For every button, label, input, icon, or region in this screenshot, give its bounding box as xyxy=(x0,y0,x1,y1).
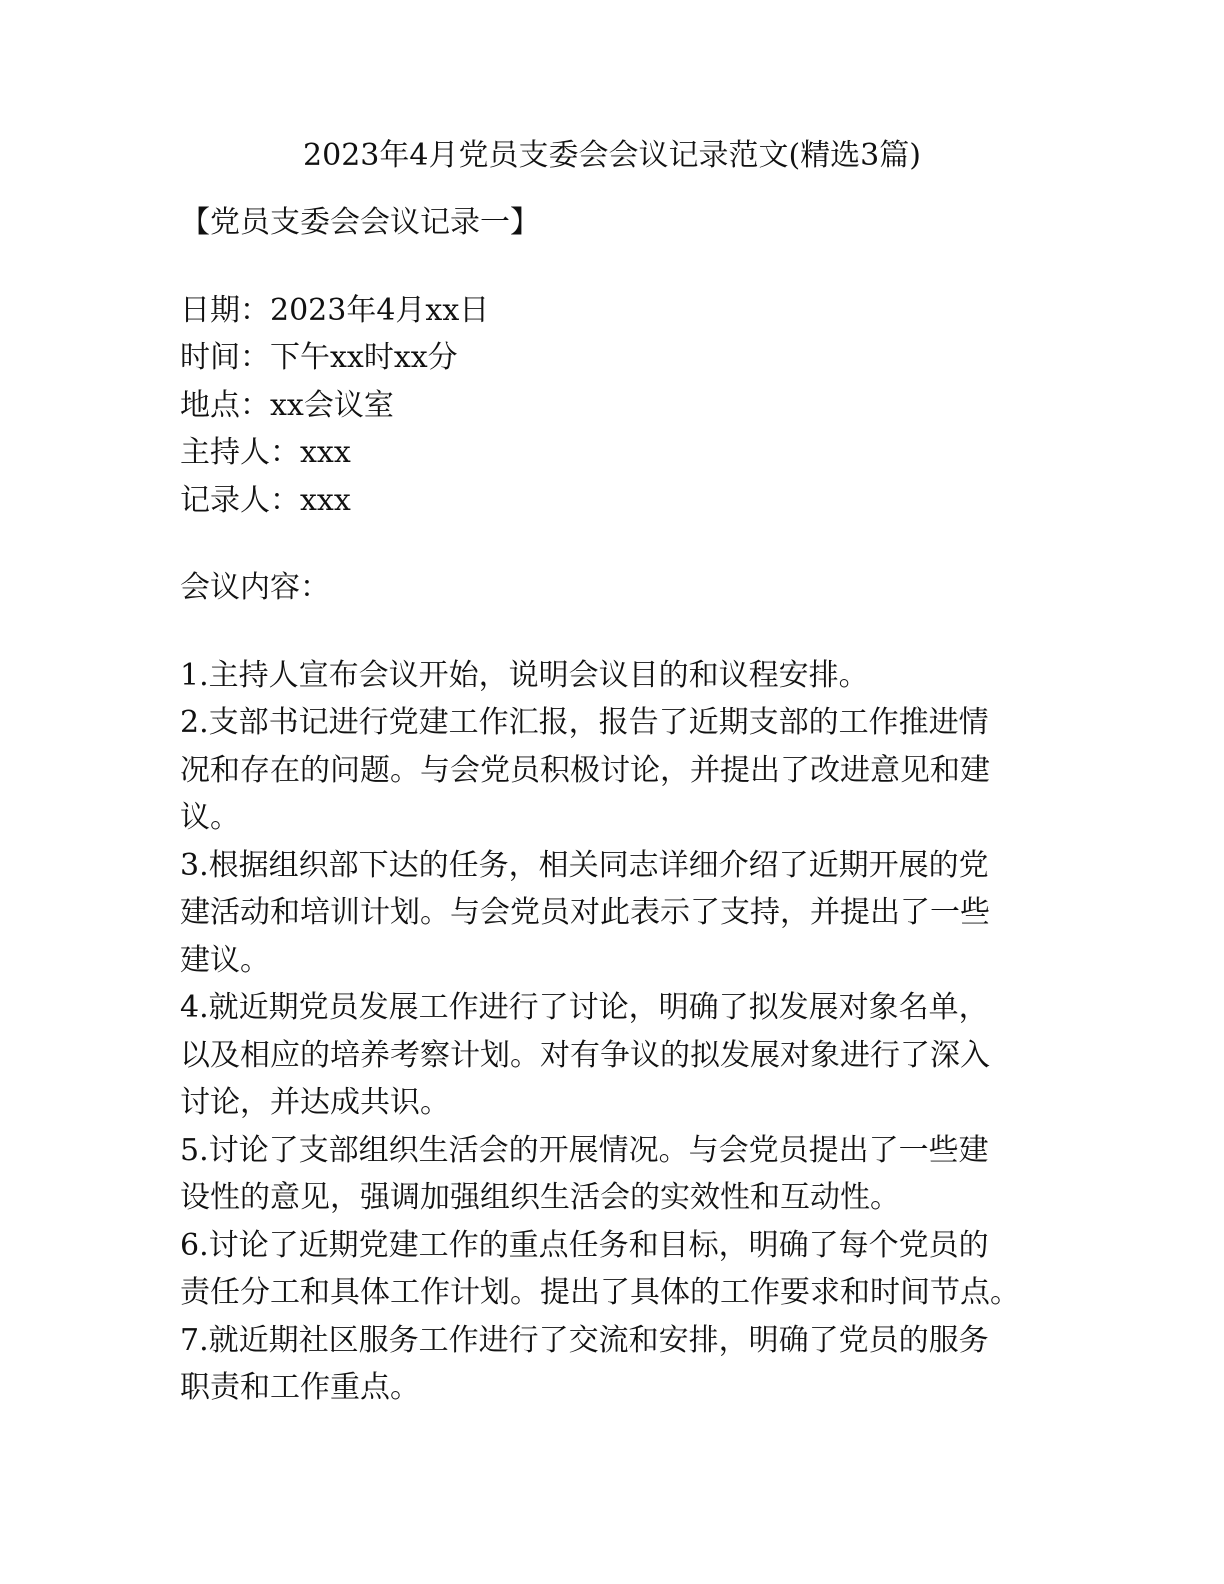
blank-line xyxy=(180,524,1060,564)
content-heading: 会议内容： xyxy=(180,570,330,605)
section-heading: 【党员支委会会议记录一】 xyxy=(180,205,540,240)
meta-date: 日期：2023年4月xx日 xyxy=(180,292,490,328)
content-line: 5.讨论了支部组织生活会的开展情况。与会党员提出了一些建 xyxy=(180,1132,989,1168)
content-line: 建活动和培训计划。与会党员对此表示了支持，并提出了一些 xyxy=(180,895,990,930)
meta-time: 时间：下午xx时xx分 xyxy=(180,340,458,375)
content-line: 讨论，并达成共识。 xyxy=(180,1085,450,1120)
content-line: 2.支部书记进行党建工作汇报，报告了近期支部的工作推进情 xyxy=(180,705,989,740)
content-line: 建议。 xyxy=(180,942,270,978)
content-line: 以及相应的培养考察计划。对有争议的拟发展对象进行了深入 xyxy=(180,1037,990,1073)
meta-host: 主持人：xxx xyxy=(180,435,351,470)
content-line: 6.讨论了近期党建工作的重点任务和目标，明确了每个党员的 xyxy=(180,1227,989,1263)
content-line: 况和存在的问题。与会党员积极讨论，并提出了改进意见和建 xyxy=(180,752,990,788)
content-line: 职责和工作重点。 xyxy=(180,1370,420,1405)
blank-line xyxy=(180,612,1060,652)
content-line: 议。 xyxy=(180,800,240,835)
document-title: 2023年4月党员支委会会议记录范文(精选3篇) xyxy=(303,138,921,173)
meta-recorder: 记录人：xxx xyxy=(180,482,351,518)
content-line: 责任分工和具体工作计划。提出了具体的工作要求和时间节点。 xyxy=(180,1275,1020,1310)
content-line: 3.根据组织部下达的任务，相关同志详细介绍了近期开展的党 xyxy=(180,847,989,883)
blank-line xyxy=(180,247,1060,287)
content-line: 1.主持人宣布会议开始，说明会议目的和议程安排。 xyxy=(180,657,869,693)
document-body xyxy=(180,199,1060,1412)
content-line: 4.就近期党员发展工作进行了讨论，明确了拟发展对象名单， xyxy=(180,990,989,1025)
meta-location: 地点：xx会议室 xyxy=(180,387,394,423)
content-line: 设性的意见，强调加强组织生活会的实效性和互动性。 xyxy=(180,1180,900,1215)
content-line: 7.就近期社区服务工作进行了交流和安排，明确了党员的服务 xyxy=(180,1322,989,1358)
